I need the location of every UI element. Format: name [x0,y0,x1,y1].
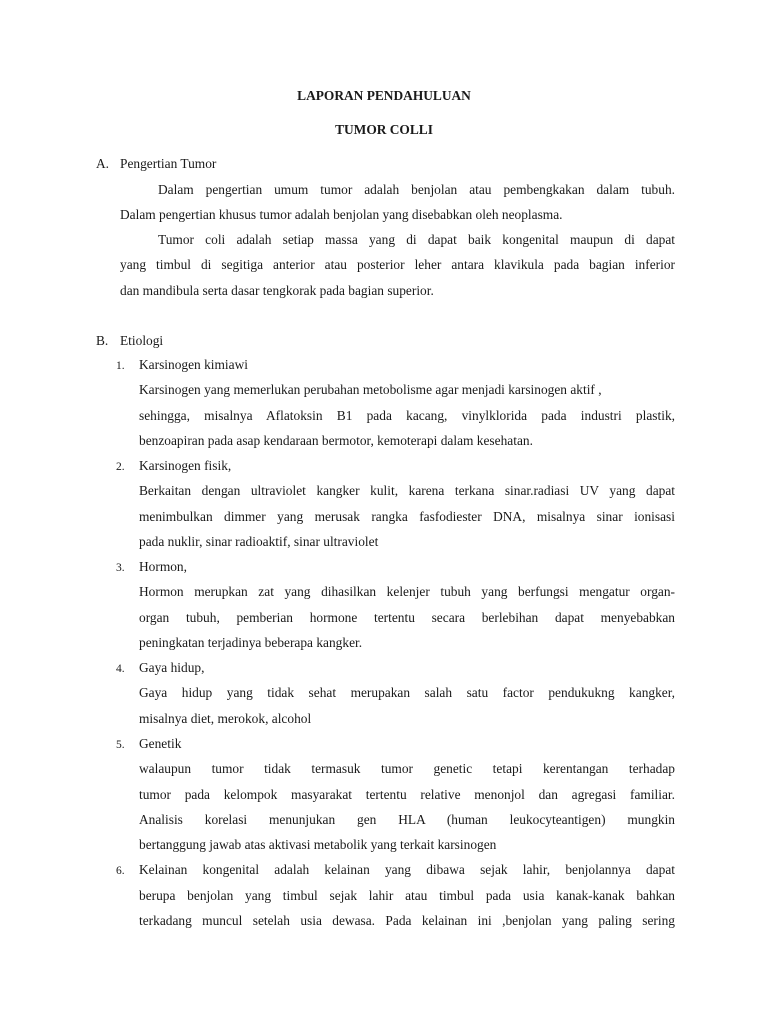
section-a-line: yang timbul di segitiga anterior atau posterior leher antara klavikula pada bagian inferior [120,257,675,272]
list-item-line: Berkaitan dengan ultraviolet kangker kulit, karena terkana sinar.radiasi UV yang dapat [139,483,675,498]
list-number: 6. [116,865,125,877]
list-item-line: bertanggung jawab atas aktivasi metabolik yang terkait karsinogen [139,837,497,852]
section-a-heading: Pengertian Tumor [120,156,217,171]
list-number: 1. [116,360,125,372]
list-item-title: Gaya hidup, [139,660,205,675]
list-number: 3. [116,562,125,574]
list-item-line: peningkatan terjadinya beberapa kangker. [139,635,363,650]
list-item-line: benzoapiran pada asap kendaraan bermotor, kemoterapi dalam kesehatan. [139,433,533,448]
section-a-line: Dalam pengertian khusus tumor adalah benjolan yang disebabkan oleh neoplasma. [120,207,563,222]
list-item-line: organ tubuh, pemberian hormone tertentu secara berlebihan dapat menyebabkan [139,610,675,625]
list-number: 2. [116,461,125,473]
list-item-title: Hormon, [139,559,187,574]
list-number: 4. [116,663,125,675]
list-item-line: Kelainan kongenital adalah kelainan yang dibawa sejak lahir, benjolannya dapat [139,862,675,877]
list-item-line: Analisis korelasi menunjukan gen HLA (human leukocyteantigen) mungkin [139,812,675,827]
list-item-line: Gaya hidup yang tidak sehat merupakan salah satu factor pendukukng kangker, [139,685,675,700]
list-item-title: Karsinogen kimiawi [139,357,248,372]
section-a-line: Dalam pengertian umum tumor adalah benjolan atau pembengkakan dalam tubuh. [158,182,675,197]
section-b-letter: B. [96,333,109,348]
list-item-title: Genetik [139,736,182,751]
section-a-line: dan mandibula serta dasar tengkorak pada bagian superior. [120,283,434,298]
document-title: LAPORAN PENDAHULUAN [297,88,471,103]
list-number: 5. [116,739,125,751]
list-item-line: tumor pada kelompok masyarakat tertentu relative menonjol dan agregasi familiar. [139,787,675,802]
section-a-line: Tumor coli adalah setiap massa yang di dapat baik kongenital maupun di dapat [158,232,675,247]
section-a-letter: A. [96,156,110,171]
list-item-line: terkadang muncul setelah usia dewasa. Pada kelainan ini ,benjolan yang paling sering [139,913,675,928]
list-item-line: berupa benjolan yang timbul sejak lahir atau timbul pada usia kanak-kanak bahkan [139,888,675,903]
document-subtitle: TUMOR COLLI [335,122,433,137]
list-item-line: Karsinogen yang memerlukan perubahan metobolisme agar menjadi karsinogen aktif , [139,382,602,397]
list-item-title: Karsinogen fisik, [139,458,232,473]
list-item-line: walaupun tumor tidak termasuk tumor genetic tetapi kerentangan terhadap [139,761,675,776]
list-item-line: misalnya diet, merokok, alcohol [139,711,312,726]
section-b-heading: Etiologi [120,333,164,348]
list-item-line: pada nuklir, sinar radioaktif, sinar ultraviolet [139,534,379,549]
list-item-line: Hormon merupkan zat yang dihasilkan kelenjer tubuh yang berfungsi mengatur organ- [139,584,675,599]
list-item-line: menimbulkan dimmer yang merusak rangka fasfodiester DNA, misalnya sinar ionisasi [139,509,675,524]
list-item-line: sehingga, misalnya Aflatoksin B1 pada kacang, vinylklorida pada industri plastik, [139,408,675,423]
